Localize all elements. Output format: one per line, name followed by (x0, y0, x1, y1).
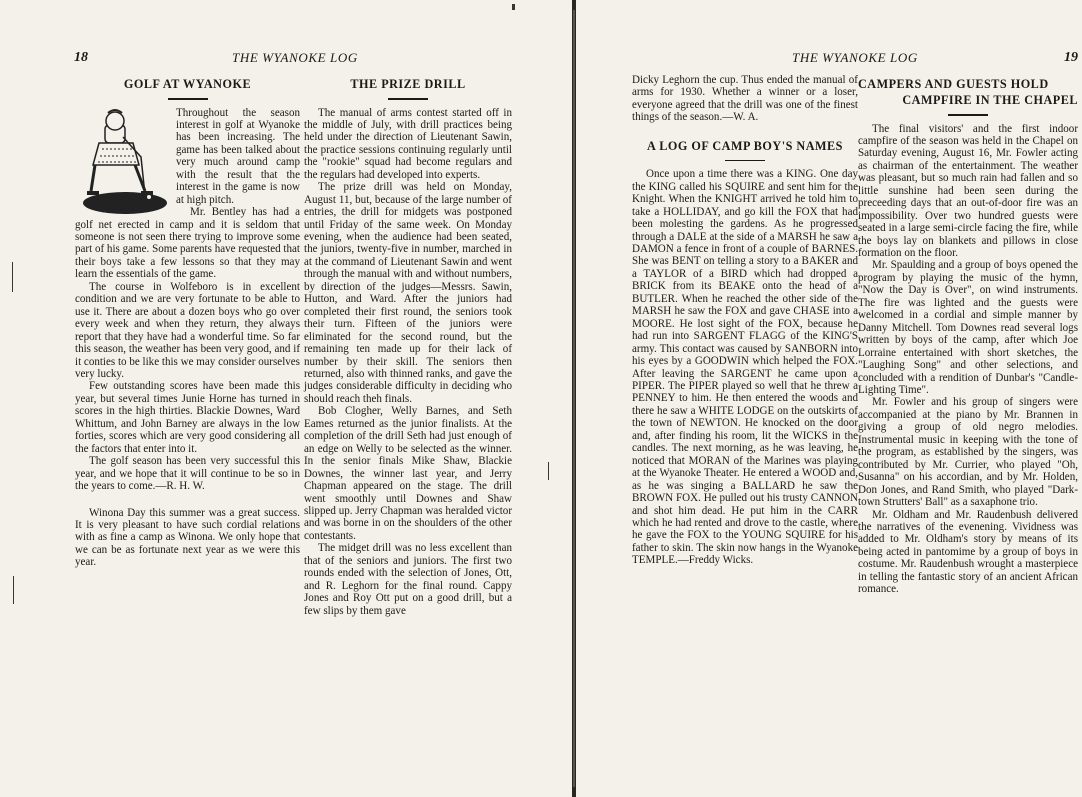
running-head-left: THE WYANOKE LOG (232, 50, 358, 65)
golf-column (75, 76, 300, 569)
running-head-right: THE WYANOKE LOG (792, 50, 918, 65)
campfire-title-line1: CAMPERS AND GUESTS HOLD (858, 77, 1049, 91)
golf-paragraph: Throughout the season interest in golf at Wyanoke has been increasing. The game has been talked about very much around camp with the result that the interest in the game is now at high pitch. (176, 106, 300, 206)
scan-mark (12, 262, 13, 292)
page-number-left: 18 (74, 50, 88, 65)
prize-drill-title: THE PRIZE DRILL (350, 77, 466, 91)
winona-paragraph: Winona Day this summer was a great success. It is very pleasant to have such cordial relations with as fine a camp as Winona. We only hope that we can be as fortunate next year as we were this year. (75, 506, 300, 569)
names-title: A LOG OF CAMP BOY'S NAMES (647, 138, 843, 153)
campfire-paragraph: Mr. Fowler and his group of singers were accompanied at the piano by Mr. Brannen in giving a group of old negro melodies. Instrumental music in keeping with the tone of the program, as established by the singers, was contributed by Mr. Currier, who played "Oh, Susanna" on his accordian, and by Mr. Holden, Don Jones, and Rand Smith, who played "Dark-town Strutters' Ball" as a saxaphone trio. (858, 396, 1078, 509)
drill-paragraph: The prize drill was held on Monday, August 11, but, because of the large number of entries, the drill for midgets was postponed until Friday of the same week. On Monday evening, when the audience had been seated, the juniors, twenty-five in number, marched in at the command of Lieutenant Sawin and went through the manual with and without numbers, by direction of the judges—Messrs. Sawin, Hutton, and Ward. After the juniors had completed their first round, the seniors took their turn. Fifteen of the juniors were eliminated for the second round, but the remaining ten made up for their lack of number by their skill. The seniors then returned, also with thinned ranks, and gave the judges considerable difficulty in deciding who should reach theh finals. (304, 181, 512, 405)
drill-paragraph: The manual of arms contest started off in the middle of July, with drill practices being held under the direction of Lieutenant Sawin, the practice sessions continuing regularly until the "rookie" squad had become regulars and the regulars had developed into experts. (304, 106, 512, 181)
title-rule (388, 98, 428, 100)
drill-paragraph: The midget drill was no less excellent than that of the seniors and juniors. The first two rounds ended with the selection of Jones, Ott, and R. Leghorn for the final round. Cappy Jones and Roy Ott put on a good drill, but a few slips by them gave (304, 542, 512, 617)
scan-mark (512, 4, 515, 10)
campfire-title-line2: CAMPFIRE IN THE CHAPEL (902, 93, 1078, 107)
names-column (632, 74, 858, 567)
campfire-paragraph: Mr. Oldham and Mr. Raudenbush delivered the narratives of the evenening. Vividness was added to Mr. Oldham's story by means of its being acted in pantomime by a group of boys in costume. Mr. Raudenbush wrought a masterpiece in telling the fantastic story of an ancient African romance. (858, 508, 1078, 596)
scan-mark (13, 576, 14, 604)
golf-paragraph: Mr. Bentley has had a golf net erected in camp and it is seldom that someone is not seen there trying to improve some part of his game. Some parents have requested that their boys take a few lessons so that they may learn the essentials of the game. (75, 206, 300, 281)
campfire-paragraph: The final visitors' and the first indoor campfire of the season was held in the Chapel on Saturday evening, August 16, Mr. Fowler acting as chairman of the entertainment. The weather was pleasant, but so much rain had fallen and so little sunshine had been seen during the preceeding days that an out-of-door fire was an impossibility. Over two hundred guests were seated in a large semi-circle facing the fire, while the boys lay on blankets and pillows in close formation on the floor. (858, 122, 1078, 260)
campfire-paragraph: Mr. Spaulding and a group of boys opened the program by playing the music of the hymn, "Now the Day is Over", on wind instruments. The fire was lighted and the guests were welcomed in a cordial and simple manner by Danny Mitchell. Tom Downes read several logs written by boys of the camp, after which Joe Lorraine entertained with short sketches, the "Laughing Song" and other selections, and concluded with a rendition of Dunbar's "Candle-Lighting Time". (858, 259, 1078, 397)
title-rule (725, 160, 765, 162)
drill-paragraph: Bob Clogher, Welly Barnes, and Seth Eames returned as the junior finalists. At the completion of the drill Seth had just enough of an edge on Welly to be selected as the winner. In the senior finals Mike Shaw, Blackie Downes, the winner last year, and Jerry Chapman appeared on the stage. The drill went smoothly until Downes and Shaw slipped up. Jerry Chapman was heralded victor and was borne in on the shoulders of the other contestants. (304, 405, 512, 542)
page-number-right: 19 (1064, 50, 1078, 65)
prize-drill-column (304, 76, 512, 617)
golf-paragraph: The course in Wolfeboro is in excellent condition and we are very fortunate to be able to use it. There are about a dozen boys who go over every week and when they return, they always report that they have had a wonderful time. So far this season, the weather has been very good, and if it conties to be like this we may consider ourselves very lucky. (75, 280, 300, 381)
title-rule (168, 98, 208, 100)
right-page (576, 0, 1082, 797)
golfer-illustration (75, 107, 170, 217)
golf-paragraph: Few outstanding scores have been made this year, but several times Junie Horne has turned in scores in the high thirties. Blackie Downes, Ward Whittum, and John Barney are always in the low forties, scores which are very good considering all the factors that enter into it. (75, 380, 300, 455)
names-story: Once upon a time there was a KING. One day the KING called his SQUIRE and sent him for the Knight. When the KNIGHT arrived he told him to take a HOLLIDAY, and go kill the FOX that had been molesting the gardens. As he progressed through a DALE at the side of a MARSH he saw a DAMON a fence in front of a couple of BARNES. She was BENT on telling a story to a BAKER and a TAYLOR of a BIRD which had dropped a BRICK from its BEAKE onto the head of a BUTLER. When he reached the other side of the MARSH he saw the FOX and gave CHASE into a MOORE. He lost sight of the FOX, because he had run into SARGENT FLAGG of the KING'S army. This contact was caused by SANBORN into his eyes by a GOODWIN which helped the FOX. After leaving the SARGENT he came upon a PIPER. The PIPER played so well that he threw a PENNEY to him. He then entered the woods and there he saw a WHITE LODGE on the outskirts of the town of NEWTON. He knocked on the door and, after finding his room, lit the WICKS in the candles. The next morning, as he was leaving, he noticed that MORAN of the Marines was playing at the Wyanoke Theater. He entered a WOOD and, as he was singing a BALLARD he saw the BROWN FOX. He pulled out his trusty CANNON and shot him dead. He put him in the CARR which he had rented and drove to the castle, where he gave the FOX to the YOUNG SQUIRE for his father to skin. The skin now hangs in the Wyanoke TEMPLE.—Freddy Wicks. (632, 168, 858, 567)
golf-paragraph: The golf season has been very successful this year, and we hope that it will continue to be so in the years to come.—R. H. W. (75, 455, 300, 493)
drill-continued: Dicky Leghorn the cup. Thus ended the manual of arms for 1930. Whether a winner or a loser, everyone agreed that the drill was one of the finest things of the season.—W. A. (632, 74, 858, 124)
scan-mark (548, 462, 549, 480)
campfire-column (858, 76, 1078, 596)
title-rule (948, 114, 988, 116)
golf-title: GOLF AT WYANOKE (123, 77, 252, 91)
